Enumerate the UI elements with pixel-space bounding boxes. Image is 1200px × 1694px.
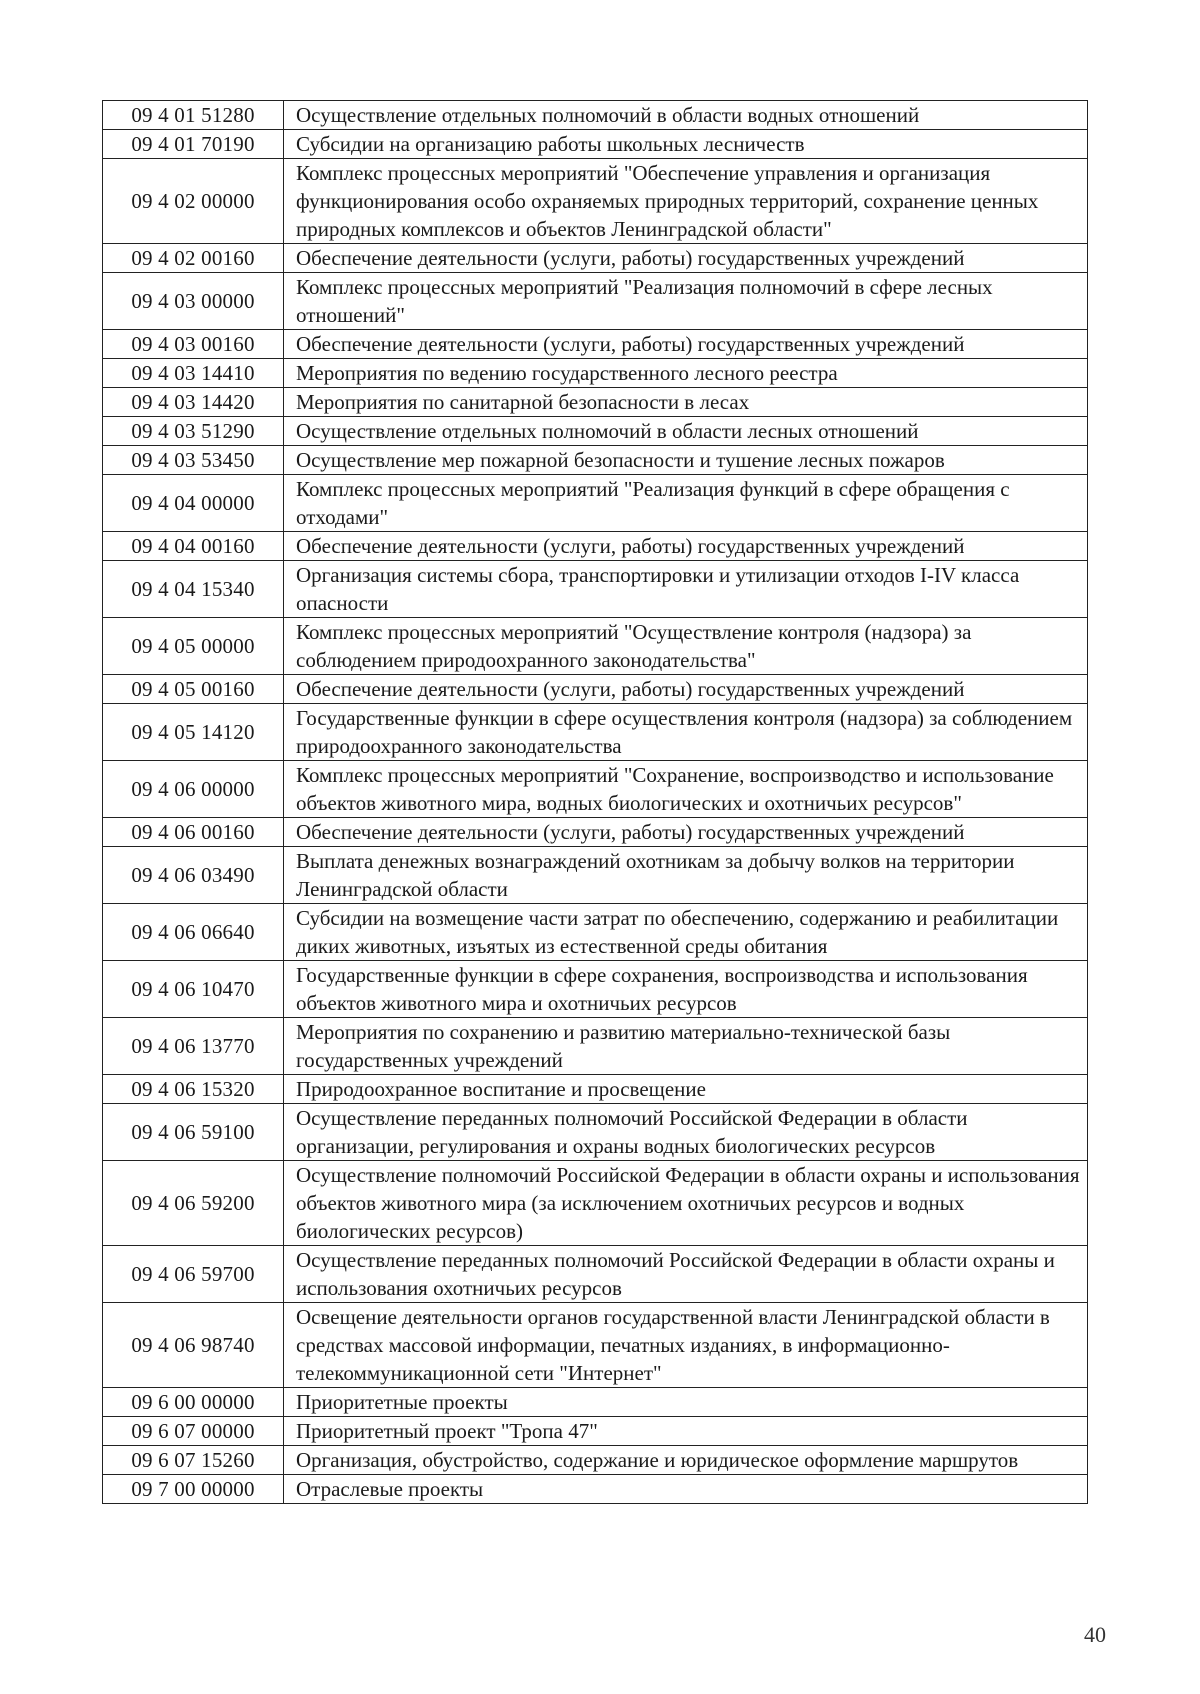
target-article-name: Осуществление переданных полномочий Российской Федерации в области организации, регулирования и охраны водных биологических ресурсов (284, 1104, 1088, 1161)
target-article-name: Природоохранное воспитание и просвещение (284, 1075, 1088, 1104)
target-article-code: 09 4 03 00000 (103, 273, 284, 330)
target-article-name: Приоритетный проект "Тропа 47" (284, 1417, 1088, 1446)
target-article-code: 09 4 06 10470 (103, 961, 284, 1018)
target-article-code: 09 4 05 00160 (103, 675, 284, 704)
target-article-code: 09 4 05 00000 (103, 618, 284, 675)
table-row (103, 1075, 1088, 1104)
target-article-name: Осуществление переданных полномочий Российской Федерации в области охраны и использования охотничьих ресурсов (284, 1246, 1088, 1303)
target-article-code: 09 4 04 15340 (103, 561, 284, 618)
target-article-name: Выплата денежных вознаграждений охотникам за добычу волков на территории Ленинградской области (284, 847, 1088, 904)
target-article-name: Мероприятия по сохранению и развитию материально-технической базы государственных учреждений (284, 1018, 1088, 1075)
target-article-name: Обеспечение деятельности (услуги, работы) государственных учреждений (284, 532, 1088, 561)
target-article-code: 09 4 06 59100 (103, 1104, 284, 1161)
target-article-name: Комплекс процессных мероприятий "Обеспечение управления и организация функционирования особо охраняемых природных территорий, сохранение ценных природных комплексов и объектов Ленинградской области" (284, 159, 1088, 244)
target-article-code: 09 6 07 00000 (103, 1417, 284, 1446)
target-article-name: Приоритетные проекты (284, 1388, 1088, 1417)
table-row (103, 1475, 1088, 1504)
target-article-code: 09 4 06 13770 (103, 1018, 284, 1075)
table-row (103, 675, 1088, 704)
target-article-code: 09 4 02 00000 (103, 159, 284, 244)
table-row (103, 330, 1088, 359)
table-row (103, 1018, 1088, 1075)
target-article-code: 09 4 06 00000 (103, 761, 284, 818)
table-row (103, 961, 1088, 1018)
table-body (103, 101, 1088, 1504)
target-article-name: Государственные функции в сфере осуществления контроля (надзора) за соблюдением природоохранного законодательства (284, 704, 1088, 761)
target-article-name: Комплекс процессных мероприятий "Реализация функций в сфере обращения с отходами" (284, 475, 1088, 532)
target-article-code: 09 6 07 15260 (103, 1446, 284, 1475)
table-row (103, 1246, 1088, 1303)
target-article-code: 09 7 00 00000 (103, 1475, 284, 1504)
target-article-name: Обеспечение деятельности (услуги, работы) государственных учреждений (284, 675, 1088, 704)
target-article-name: Субсидии на организацию работы школьных лесничеств (284, 130, 1088, 159)
target-article-code: 09 4 01 70190 (103, 130, 284, 159)
page-number: 40 (1084, 1622, 1106, 1647)
budget-classification-table (102, 100, 1088, 1504)
table-row (103, 159, 1088, 244)
table-row (103, 273, 1088, 330)
target-article-code: 09 4 03 51290 (103, 417, 284, 446)
target-article-name: Субсидии на возмещение части затрат по обеспечению, содержанию и реабилитации диких животных, изъятых из естественной среды обитания (284, 904, 1088, 961)
target-article-name: Отраслевые проекты (284, 1475, 1088, 1504)
table-row (103, 130, 1088, 159)
table-row (103, 1161, 1088, 1246)
table-row (103, 818, 1088, 847)
target-article-name: Осуществление отдельных полномочий в области лесных отношений (284, 417, 1088, 446)
table-row (103, 1388, 1088, 1417)
table-row (103, 101, 1088, 130)
table-row (103, 359, 1088, 388)
table-row (103, 244, 1088, 273)
target-article-code: 09 4 06 98740 (103, 1303, 284, 1388)
target-article-name: Обеспечение деятельности (услуги, работы) государственных учреждений (284, 330, 1088, 359)
table-row (103, 704, 1088, 761)
table-row (103, 1104, 1088, 1161)
table-row (103, 388, 1088, 417)
target-article-code: 09 4 03 00160 (103, 330, 284, 359)
table-row (103, 532, 1088, 561)
target-article-name: Обеспечение деятельности (услуги, работы) государственных учреждений (284, 818, 1088, 847)
target-article-name: Комплекс процессных мероприятий "Сохранение, воспроизводство и использование объектов животного мира, водных биологических и охотничьих ресурсов" (284, 761, 1088, 818)
target-article-code: 09 4 05 14120 (103, 704, 284, 761)
table-row (103, 1417, 1088, 1446)
table-row (103, 847, 1088, 904)
target-article-name: Осуществление мер пожарной безопасности и тушение лесных пожаров (284, 446, 1088, 475)
target-article-code: 09 4 06 00160 (103, 818, 284, 847)
target-article-code: 09 6 00 00000 (103, 1388, 284, 1417)
target-article-name: Мероприятия по ведению государственного лесного реестра (284, 359, 1088, 388)
target-article-code: 09 4 03 14420 (103, 388, 284, 417)
target-article-code: 09 4 06 59200 (103, 1161, 284, 1246)
target-article-code: 09 4 06 59700 (103, 1246, 284, 1303)
target-article-code: 09 4 03 14410 (103, 359, 284, 388)
target-article-name: Государственные функции в сфере сохранения, воспроизводства и использования объектов животного мира и охотничьих ресурсов (284, 961, 1088, 1018)
target-article-code: 09 4 06 15320 (103, 1075, 284, 1104)
table-row (103, 475, 1088, 532)
target-article-name: Комплекс процессных мероприятий "Реализация полномочий в сфере лесных отношений" (284, 273, 1088, 330)
target-article-name: Осуществление полномочий Российской Федерации в области охраны и использования объектов животного мира (за исключением охотничьих ресурсов и водных биологических ресурсов) (284, 1161, 1088, 1246)
target-article-name: Осуществление отдельных полномочий в области водных отношений (284, 101, 1088, 130)
table-row (103, 1446, 1088, 1475)
table-row (103, 561, 1088, 618)
table-row (103, 446, 1088, 475)
target-article-name: Организация, обустройство, содержание и юридическое оформление маршрутов (284, 1446, 1088, 1475)
target-article-code: 09 4 06 03490 (103, 847, 284, 904)
target-article-code: 09 4 06 06640 (103, 904, 284, 961)
target-article-name: Мероприятия по санитарной безопасности в лесах (284, 388, 1088, 417)
target-article-name: Организация системы сбора, транспортировки и утилизации отходов I-IV класса опасности (284, 561, 1088, 618)
target-article-name: Освещение деятельности органов государственной власти Ленинградской области в средствах массовой информации, печатных изданиях, в информационно-телекоммуникационной сети "Интернет" (284, 1303, 1088, 1388)
target-article-code: 09 4 02 00160 (103, 244, 284, 273)
table-row (103, 1303, 1088, 1388)
target-article-code: 09 4 03 53450 (103, 446, 284, 475)
target-article-name: Обеспечение деятельности (услуги, работы) государственных учреждений (284, 244, 1088, 273)
table-row (103, 761, 1088, 818)
table-row (103, 417, 1088, 446)
table-row (103, 618, 1088, 675)
table-row (103, 904, 1088, 961)
target-article-name: Комплекс процессных мероприятий "Осуществление контроля (надзора) за соблюдением природоохранного законодательства" (284, 618, 1088, 675)
target-article-code: 09 4 04 00160 (103, 532, 284, 561)
target-article-code: 09 4 04 00000 (103, 475, 284, 532)
target-article-code: 09 4 01 51280 (103, 101, 284, 130)
